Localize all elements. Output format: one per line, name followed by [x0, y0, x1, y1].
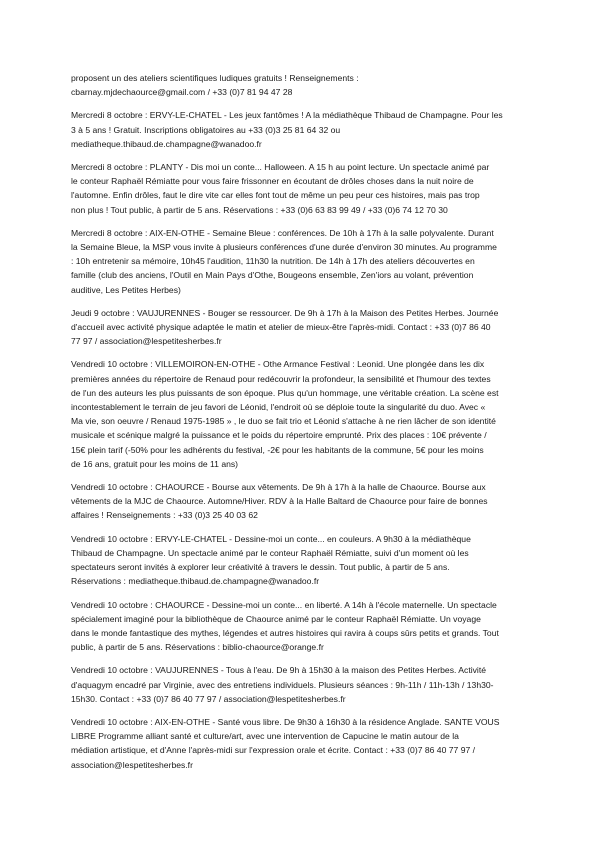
event-text-line: médiation artistique, et d'Anne l'après-midi sur l'expression orale et écrite. Contact : +33 (0)7 86 40 77 97 / [71, 745, 476, 756]
event-text-line: 15h30. Contact : +33 (0)7 86 40 77 97 / association@lespetitesherbes.fr [71, 693, 346, 704]
event-entry [71, 480, 513, 523]
event-text-line: proposent un des ateliers scientifiques ludiques gratuits ! Renseignements : [71, 73, 359, 83]
event-text-line: musicale et scénique malgré la puissance et le poids du répertoire emprunté. Prix des places : 10€ prévente / [71, 430, 487, 441]
event-listing [71, 71, 513, 772]
event-entry [71, 532, 513, 589]
event-text-line: d'aquagym encadré par Virginie, avec des entretiens individuels. Plusieurs séances : 9h-11h / 11h-13h / 13h30- [71, 679, 494, 690]
event-entry [71, 160, 513, 217]
event-text-line: spectateurs seront invités à explorer leur créativité à travers le dessin. Tout public, à partir de 5 ans. [71, 562, 450, 573]
event-text-line: Ma vie, son oeuvre / Renaud 1975-1985 » , le duo se fait trio et Léonid s'attache à ne rien lâcher de son identité [71, 416, 496, 427]
event-entry [71, 715, 513, 772]
event-entry [71, 598, 513, 655]
event-text-line: 3 à 5 ans ! Gratuit. Inscriptions obligatoires au +33 (0)3 25 81 64 32 ou [71, 124, 341, 135]
event-text-line: non plus ! Tout public, à partir de 5 ans. Réservations : +33 (0)6 63 83 99 49 / +33 (0)6 74 12 70 30 [71, 204, 448, 215]
event-text-line: cbarnay.mjdechaource@gmail.com / +33 (0)7 81 94 47 28 [71, 87, 293, 98]
event-text-line: la Semaine Bleue, la MSP vous invite à plusieurs conférences d'une durée d'environ 30 minutes. Au programme [71, 242, 497, 253]
event-text-line: incontestablement le terrain de jeu favori de Léonid, l'endroit où se déploie toute la singularité du duo. Avec « [71, 402, 486, 413]
event-text-line: : 10h entretenir sa mémoire, 10h45 l'audition, 11h30 la nutrition. De 14h à 17h des ateliers découvertes en [71, 256, 475, 267]
event-text-line: spécialement imaginé pour la bibliothèque de Chaource animé par le conteur Raphaël Rémiatte. Un voyage [71, 613, 481, 624]
event-entry [71, 357, 513, 471]
event-text-line: public, à partir de 5 ans. Réservations : biblio-chaource@orange.fr [71, 642, 324, 653]
event-text-line: Vendredi 10 octobre : ERVY-LE-CHATEL - Dessine-moi un conte... en couleurs. A 9h30 à la médiathèque [71, 533, 471, 544]
event-text-line: premières années du répertoire de Renaud pour redécouvrir la profondeur, la sensibilité et l'humour des textes [71, 373, 491, 384]
event-text-line: Jeudi 9 octobre : VAUJURENNES - Bouger se ressourcer. De 9h à 17h à la Maison des Petites Herbes. Journée [71, 307, 499, 318]
event-entry [71, 306, 513, 349]
event-text-line: Thibaud de Champagne. Un spectacle animé par le conteur Raphaël Rémiatte, suivi d'un moment où les [71, 547, 469, 558]
event-text-line: Vendredi 10 octobre : AIX-EN-OTHE - Santé vous libre. De 9h30 à 16h30 à la résidence Anglade. SANTE VOUS [71, 716, 500, 727]
event-text-line: Vendredi 10 octobre : VILLEMOIRON-EN-OTHE - Othe Armance Festival : Leonid. Une plongée dans les dix [71, 359, 485, 370]
event-text-line: association@lespetitesherbes.fr [71, 759, 193, 770]
event-text-line: Mercredi 8 octobre : PLANTY - Dis moi un conte... Halloween. A 15 h au point lecture. Un spectacle animé par [71, 162, 490, 173]
event-text-line: d'accueil avec activité physique adaptée le matin et atelier de mieux-être l'après-midi. Contact : +33 (0)7 86 40 [71, 322, 491, 333]
event-text-line: 77 97 / association@lespetitesherbes.fr [71, 336, 222, 347]
event-text-line: famille (club des anciens, l'Outil en Main Pays d'Othe, Bougeons ensemble, Zen'iors au volant, prévention [71, 270, 474, 281]
event-entry [71, 71, 513, 99]
event-text-line: dans le monde fantastique des mythes, légendes et autres histoires qui ravira à coups sûrs petits et grands. Tout [71, 627, 499, 638]
event-text-line: le conteur Raphaël Rémiatte pour vous faire frissonner en écoutant de drôles choses dans la nuit noire de [71, 176, 474, 187]
event-text-line: vêtements de la MJC de Chaource. Automne/Hiver. RDV à la Halle Baltard de Chaource pour faire de bonnes [71, 496, 488, 507]
event-text-line: affaires ! Renseignements : +33 (0)3 25 40 03 62 [71, 510, 258, 521]
event-text-line: Vendredi 10 octobre : CHAOURCE - Dessine-moi un conte... en liberté. A 14h à l'école maternelle. Un spectacle [71, 599, 497, 610]
event-text-line: auditive, Les Petites Herbes) [71, 284, 181, 295]
event-text-line: Mercredi 8 octobre : AIX-EN-OTHE - Semaine Bleue : conférences. De 10h à 17h à la salle polyvalente. Durant [71, 227, 494, 238]
event-text-line: de 16 ans, gratuit pour les moins de 11 ans) [71, 458, 239, 469]
event-text-line: LIBRE Programme alliant santé et culture/art, avec une intervention de Capucine le matin autour de la [71, 731, 459, 742]
event-text-line: de l'un des auteurs les plus puissants de son époque. Plus qu'un hommage, une véritable création. La scène est [71, 387, 499, 398]
event-text-line: Réservations : mediatheque.thibaud.de.champagne@wanadoo.fr [71, 576, 320, 587]
event-text-line: Vendredi 10 octobre : VAUJURENNES - Tous à l'eau. De 9h à 15h30 à la maison des Petites Herbes. Activité [71, 665, 486, 676]
event-entry [71, 108, 513, 151]
event-entry [71, 663, 513, 706]
event-text-line: mediatheque.thibaud.de.champagne@wanadoo.fr [71, 138, 262, 149]
event-text-line: 15€ plein tarif (-50% pour les adhérents du festival, -2€ pour les habitants de la commune, 5€ pour les moins [71, 444, 484, 455]
event-text-line: Mercredi 8 octobre : ERVY-LE-CHATEL - Les jeux fantômes ! A la médiathèque Thibaud de Champagne. Pour les [71, 110, 503, 121]
event-text-line: Vendredi 10 octobre : CHAOURCE - Bourse aux vêtements. De 9h à 17h à la halle de Chaource. Bourse aux [71, 482, 486, 493]
event-entry [71, 226, 513, 297]
event-text-line: l'automne. Enfin drôles, faut le dire vite car elles font tout de même un peu peur ces histoires, mais pas trop [71, 190, 480, 201]
